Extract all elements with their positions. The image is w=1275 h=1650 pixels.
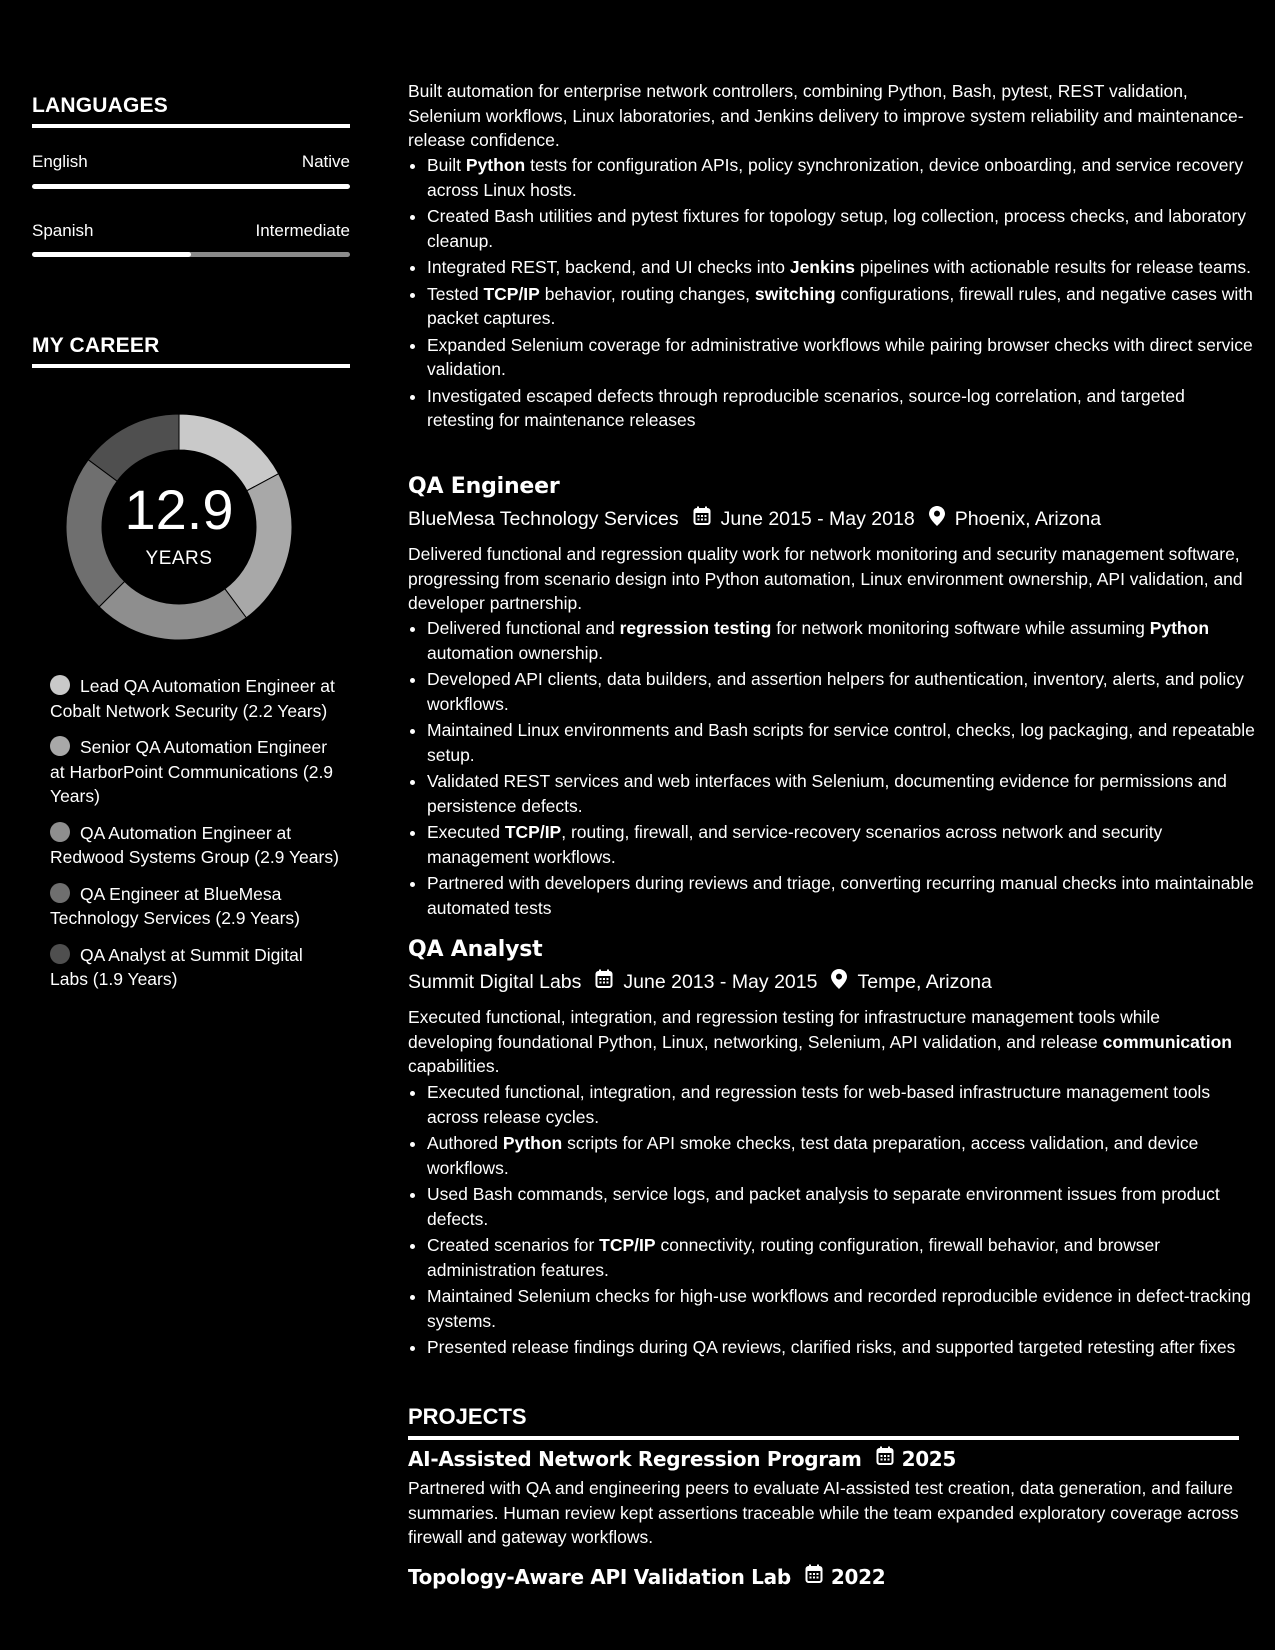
- language-level: Native: [301, 152, 350, 171]
- legend-label: Senior QA Automation Engineer at HarborPoint Communications (2.9 Years): [50, 737, 334, 806]
- language-bar-fill: [32, 252, 191, 257]
- bullet-item: • Developed API clients, data builders, and assertion helpers for authentication, inventory, alerts, and policy workflows.: [427, 667, 1255, 716]
- language-name: English: [32, 152, 88, 171]
- career-legend-item: [50, 674, 340, 723]
- job-title: QA Engineer: [408, 474, 560, 499]
- legend-label: QA Analyst at Summit Digital Labs (1.9 Years): [50, 944, 303, 989]
- career-legend-item: [50, 882, 340, 931]
- map-pin-icon: [831, 969, 847, 995]
- bullet-item: • Presented release findings during QA reviews, clarified risks, and supported targeted retesting after fixes: [427, 1335, 1255, 1360]
- language-row-spanish: [32, 221, 350, 241]
- career-heading: MY CAREER: [32, 334, 350, 368]
- bullet-item: • Investigated escaped defects through reproducible scenarios, source-log correlation, and targeted retesting for maintenance releases: [427, 384, 1255, 433]
- career-legend: [50, 674, 340, 1004]
- career-legend-item: [50, 735, 340, 809]
- legend-label: QA Automation Engineer at Redwood Systems Group (2.9 Years): [50, 822, 339, 867]
- legend-dot: [50, 736, 70, 756]
- role-summary: Built automation for enterprise network controllers, combining Python, Bash, pytest, REST validation, Selenium workflows, Linux laboratories, and Jenkins delivery to improve system reliability and maintenance-release confidence.: [408, 81, 1244, 150]
- calendar-icon: [805, 1564, 823, 1589]
- bullet-item: • Executed TCP/IP, routing, firewall, and service-recovery scenarios across network and security management workflows.: [427, 820, 1255, 869]
- job-summary: Executed functional, integration, and regression testing for infrastructure management tools while developing foundational Python, Linux, networking, Selenium, API validation, and release communication capabilities.: [408, 1007, 1232, 1076]
- job-location: Phoenix, Arizona: [954, 507, 1102, 530]
- career-legend-item: [50, 943, 340, 992]
- project-title: Topology-Aware API Validation Lab: [408, 1564, 791, 1589]
- bullet-item: • Maintained Linux environments and Bash scripts for service control, checks, log packaging, and repeatable setup.: [427, 718, 1255, 767]
- job-title: QA Analyst: [408, 937, 543, 962]
- bullet-item: • Tested TCP/IP behavior, routing changes, switching configurations, firewall rules, and negative cases with packet captures.: [427, 282, 1255, 331]
- project-year: 2022: [830, 1564, 886, 1589]
- project-title: AI-Assisted Network Regression Program: [408, 1446, 862, 1471]
- legend-label: QA Engineer at BlueMesa Technology Services (2.9 Years): [50, 883, 300, 928]
- career-donut-chart: [66, 414, 292, 640]
- legend-dot: [50, 675, 70, 695]
- languages-heading: LANGUAGES: [32, 94, 350, 128]
- language-bar-spanish: [32, 252, 350, 257]
- legend-dot: [50, 822, 70, 842]
- bullet-item: • Authored Python scripts for API smoke checks, test data preparation, access validation, and device workflows.: [427, 1131, 1255, 1180]
- language-name: Spanish: [32, 221, 94, 240]
- language-row-english: [32, 152, 350, 172]
- bullet-item: • Validated REST services and web interfaces with Selenium, documenting evidence for permissions and persistence defects.: [427, 769, 1255, 818]
- job-summary: Delivered functional and regression quality work for network monitoring and security management software, progressing from scenario design into Python automation, Linux environment ownership, API validation, and developer partnership.: [408, 544, 1243, 613]
- career-legend-item: [50, 821, 340, 870]
- bullet-item: • Executed functional, integration, and regression tests for web-based infrastructure management tools across release cycles.: [427, 1080, 1255, 1129]
- job-bullets: [408, 616, 1255, 922]
- company-name: BlueMesa Technology Services: [408, 507, 679, 530]
- project-year: 2025: [901, 1446, 957, 1471]
- project-title-row: [408, 1564, 885, 1589]
- language-bar-fill: [32, 184, 350, 189]
- sidebar: [0, 0, 376, 1650]
- bullet-item: • Delivered functional and regression testing for network monitoring software while assuming Python automation ownership.: [427, 616, 1255, 665]
- job-dates: June 2013 - May 2015: [623, 970, 818, 993]
- main-content: [377, 0, 1275, 1650]
- bullet-item: • Maintained Selenium checks for high-use workflows and recorded reproducible evidence in defect-tracking systems.: [427, 1284, 1255, 1333]
- project-title-row: [408, 1446, 956, 1471]
- job-bullets: [408, 1080, 1255, 1362]
- legend-label: Lead QA Automation Engineer at Cobalt Network Security (2.2 Years): [50, 676, 335, 721]
- language-level: Intermediate: [255, 221, 350, 240]
- bullet-item: • Created Bash utilities and pytest fixtures for topology setup, log collection, process checks, and laboratory cleanup.: [427, 204, 1255, 253]
- legend-dot: [50, 944, 70, 964]
- bullet-item: • Created scenarios for TCP/IP connectivity, routing configuration, firewall behavior, and browser administration features.: [427, 1233, 1255, 1282]
- job-meta: [408, 506, 1101, 532]
- donut-center: [66, 414, 292, 640]
- role-bullets: [408, 153, 1255, 435]
- company-name: Summit Digital Labs: [408, 970, 582, 993]
- bullet-item: • Expanded Selenium coverage for administrative workflows while pairing browser checks with direct service validation.: [427, 333, 1255, 382]
- job-meta: [408, 969, 992, 995]
- bullet-item: • Integrated REST, backend, and UI checks into Jenkins pipelines with actionable results for release teams.: [427, 255, 1255, 280]
- project-description: Partnered with QA and engineering peers to evaluate AI-assisted test creation, data generation, and failure summaries. Human review kept assertions traceable while the team expanded exploratory coverage across firewall and gateway workflows.: [408, 1478, 1239, 1547]
- calendar-icon: [693, 506, 711, 532]
- job-location: Tempe, Arizona: [857, 970, 992, 993]
- job-dates: June 2015 - May 2018: [720, 507, 915, 530]
- projects-heading: PROJECTS: [408, 1404, 1239, 1440]
- calendar-icon: [595, 969, 613, 995]
- map-pin-icon: [929, 506, 945, 532]
- calendar-icon: [876, 1446, 894, 1471]
- career-total-unit: YEARS: [145, 548, 213, 569]
- bullet-item: • Used Bash commands, service logs, and packet analysis to separate environment issues from product defects.: [427, 1182, 1255, 1231]
- bullet-item: • Partnered with developers during reviews and triage, converting recurring manual checks into maintainable automated tests: [427, 871, 1255, 920]
- legend-dot: [50, 883, 70, 903]
- bullet-item: • Built Python tests for configuration APIs, policy synchronization, device onboarding, and service recovery across Linux hosts.: [427, 153, 1255, 202]
- career-total-years: 12.9: [124, 478, 234, 541]
- language-bar-english: [32, 184, 350, 189]
